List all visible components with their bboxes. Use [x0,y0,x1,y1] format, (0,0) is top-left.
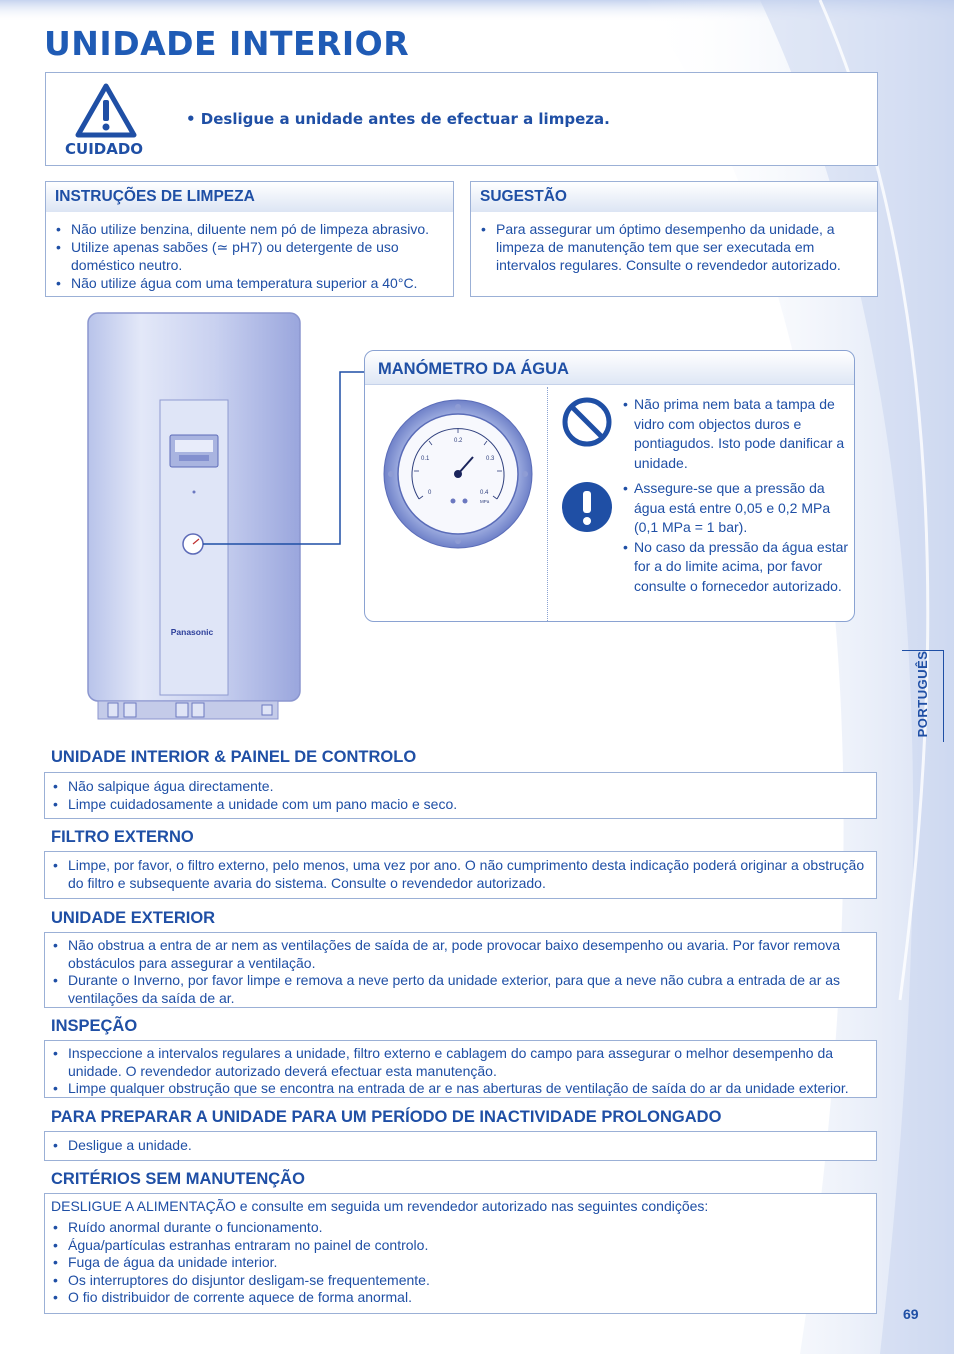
divider [547,387,548,621]
list-item: • Para assegurar um óptimo desempenho da unidade, a limpeza de manutenção tem que ser executada em intervalos regulares. Consulte o revendedor autorizado. [479,220,871,274]
suggestion-list [479,220,871,274]
section-title-indoor-panel: UNIDADE INTERIOR & PAINEL DE CONTROLO [51,748,417,766]
list-item: • No caso da pressão da água estar for a do limite acima, por favor consulte o fornecedor autorizado. [623,538,851,597]
list-item: • Inspeccione a intervalos regulares a unidade, filtro externo e cablagem do campo para assegurar o melhor desempenho da unidade. O revendedor autorizado deverá efectuar esta manutenção. [51,1045,872,1080]
prohibition-list [623,395,851,473]
inspection-list [51,1045,872,1098]
list-item: • Água/partículas estranhas entraram no painel de controlo. [51,1237,872,1255]
cleaning-instructions-title: INSTRUÇÕES DE LIMPEZA [46,182,453,212]
warning-triangle-icon [75,83,137,139]
dial-label-0: 0 [428,490,432,496]
dial-label-4: 0.4 [480,490,489,496]
page-title: UNIDADE INTERIOR [44,24,410,63]
section-title-inspection: INSPEÇÃO [51,1017,138,1035]
no-maintenance-list [51,1219,872,1307]
caution-text: • Desligue a unidade antes de efectuar a limpeza. [186,110,610,128]
list-item: • Não utilize benzina, diluente nem pó de limpeza abrasivo. [54,220,447,238]
prohibition-icon [561,396,613,448]
caution-label: CUIDADO [65,140,144,158]
suggestion-title: SUGESTÃO [471,182,877,212]
section-title-no-maintenance: CRITÉRIOS SEM MANUTENÇÃO [51,1170,305,1188]
section-box-no-maintenance [44,1193,877,1314]
section-title-external-filter: FILTRO EXTERNO [51,828,194,846]
list-item: • Desligue a unidade. [51,1137,872,1155]
list-item: • Não obstrua a entra de ar nem as ventilações de saída de ar, pode provocar baixo desempenho ou avaria. Por favor remova obstáculos para assegurar a ventilação. [51,937,872,972]
outdoor-unit-list [51,937,872,1007]
list-item: • Assegure-se que a pressão da água está entre 0,05 e 0,2 MPa (0,1 MPa = 1 bar). [623,479,851,538]
leader-line [190,360,370,550]
exclamation-icon [561,481,613,533]
section-box-external-filter [44,851,877,899]
list-item: • Não prima nem bata a tampa de vidro com objectos duros e pontiagudos. Isto pode danificar a unidade. [623,395,851,473]
section-box-long-inactivity [44,1131,877,1161]
mandatory-list [623,479,851,596]
list-item: • O fio distribuidor de corrente aquece de forma anormal. [51,1289,872,1307]
section-box-indoor-panel [44,772,877,819]
dial-label-3: 0.3 [486,456,495,462]
section-title-long-inactivity: PARA PREPARAR A UNIDADE PARA UM PERÍODO DE INACTIVIDADE PROLONGADO [51,1108,722,1126]
brand-logo: Panasonic [170,627,214,637]
list-item: • Não salpique água directamente. [51,778,872,796]
list-item: • Ruído anormal durante o funcionamento. [51,1219,872,1237]
water-gauge-panel [364,350,855,622]
section-box-outdoor-unit [44,932,877,1008]
list-item: • Limpe cuidadosamente a unidade com um pano macio e seco. [51,796,872,814]
dial-label-2: 0.2 [454,438,463,444]
pressure-gauge-dial [383,399,533,549]
indoor-panel-list [51,778,872,813]
cleaning-instructions-list [54,220,447,292]
list-item: • Os interruptores do disjuntor desligam-se frequentemente. [51,1272,872,1290]
language-tab [902,650,944,742]
list-item: • Utilize apenas sabões (≃ pH7) ou detergente de uso doméstico neutro. [54,238,447,274]
list-item: • Fuga de água da unidade interior. [51,1254,872,1272]
list-item: • Limpe, por favor, o filtro externo, pelo menos, uma vez por ano. O não cumprimento desta indicação poderá originar a obstrução do filtro e subsequente avaria do sistema. Consulte o revendedor autorizado. [51,857,872,892]
water-gauge-title: MANÓMETRO DA ÁGUA [365,351,854,385]
page-number: 69 [903,1306,919,1322]
cleaning-instructions-panel [45,181,454,297]
list-item: • Limpe qualquer obstrução que se encontra na entrada de ar e nas aberturas de ventilação de saída do ar da unidade exterior. [51,1080,872,1098]
suggestion-panel [470,181,878,297]
section-title-outdoor-unit: UNIDADE EXTERIOR [51,909,216,927]
external-filter-list [51,857,872,892]
list-item: • Durante o Inverno, por favor limpe e remova a neve perto da unidade exterior, para que a neve não cubra a entrada de ar as ventilações da saída de ar. [51,972,872,1007]
no-maintenance-intro: DESLIGUE A ALIMENTAÇÃO e consulte em seguida um revendedor autorizado nas seguintes condições: [51,1198,709,1214]
section-box-inspection [44,1040,877,1098]
list-item: • Não utilize água com uma temperatura superior a 40°C. [54,274,447,292]
caution-box [45,72,878,166]
dial-label-1: 0.1 [421,456,430,462]
language-tab-label: PORTUGUÊS [915,650,930,738]
dial-unit: MPa [480,499,490,504]
long-inactivity-list [51,1137,872,1155]
